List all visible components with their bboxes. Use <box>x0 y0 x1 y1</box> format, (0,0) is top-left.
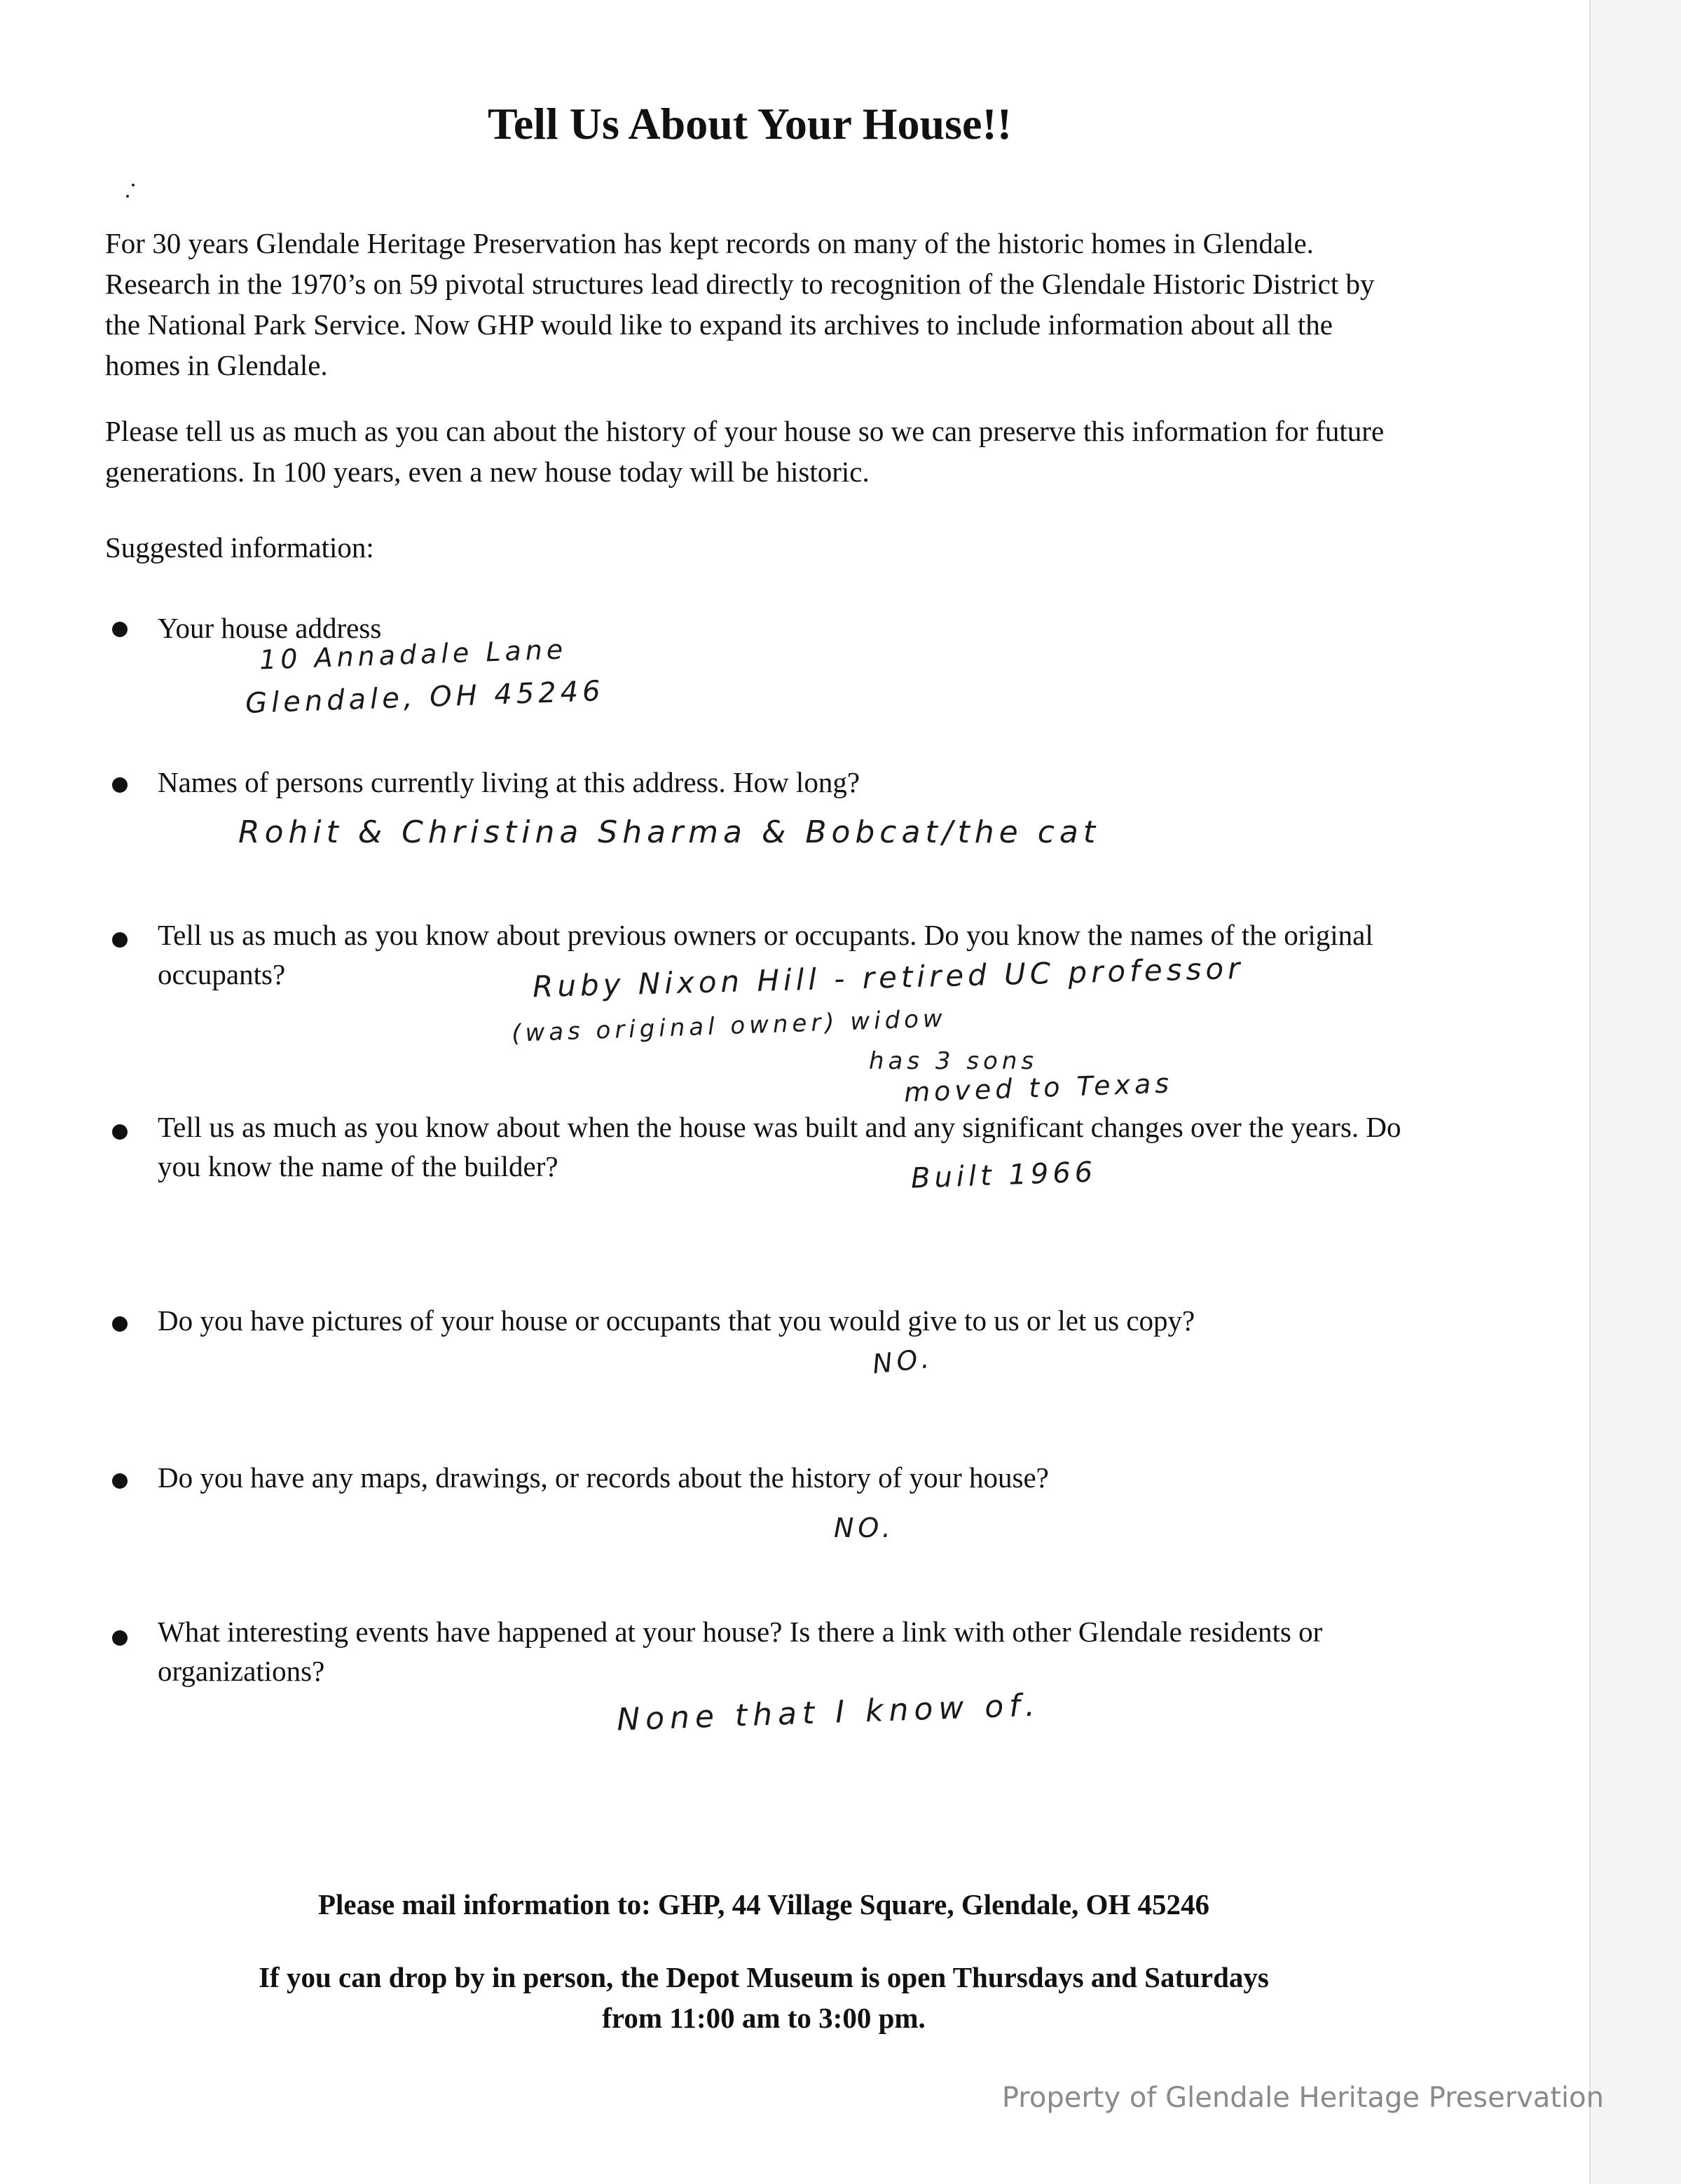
question-construction: Tell us as much as you know about when the house was built and any significant changes over the years. Do you know the name of the builder? <box>158 1111 1401 1182</box>
watermark: Property of Glendale Heritage Preservation <box>1001 2082 1604 2114</box>
answer-address-line-1: 10 Annadale Lane <box>259 634 568 676</box>
answer-maps-records: NO. <box>834 1513 895 1543</box>
question-maps-records: Do you have any maps, drawings, or records about the history of your house? <box>158 1461 1049 1494</box>
bullet-icon <box>112 1316 128 1332</box>
question-previous-owners: Tell us as much as you know about previous owners or occupants. Do you know the names of the original occupants? <box>158 919 1373 990</box>
scan-speck <box>126 195 129 198</box>
bullet-icon <box>112 932 128 948</box>
bullet-icon <box>112 777 128 793</box>
bullet-icon <box>112 1630 128 1646</box>
intro-paragraph-2: Please tell us as much as you can about the history of your house so we can preserve this information for future generations. In 100 years, even a new house today will be historic. <box>105 415 1385 488</box>
suggested-heading: Suggested information: <box>105 531 374 564</box>
scan-speck <box>132 184 135 186</box>
bullet-icon <box>112 1124 128 1140</box>
answer-events: None that I know of. <box>616 1687 1041 1738</box>
question-pictures: Do you have pictures of your house or occupants that you would give to us or let us copy? <box>158 1304 1195 1337</box>
question-events: What interesting events have happened at your house? Is there a link with other Glendale residents or organizations? <box>158 1616 1323 1687</box>
answer-previous-owner-line-1: Ruby Nixon Hill - retired UC professor <box>532 950 1244 1004</box>
intro-paragraph-1: For 30 years Glendale Heritage Preservation has kept records on many of the historic homes in Glendale. Research in the 1970’s on 59 pivotal structures lead directly to recognition of the Glendale Historic District by the National Park Service. Now GHP would like to expand its archives to include information about all the homes in Glendale. <box>105 227 1375 381</box>
question-address: Your house address <box>158 612 382 644</box>
answer-previous-owner-line-4: moved to Texas <box>903 1067 1174 1108</box>
answer-construction: Built 1966 <box>910 1156 1097 1195</box>
bullet-icon <box>112 1473 128 1489</box>
answer-residents: Rohit & Christina Sharma & Bobcat/the cat <box>238 814 1101 850</box>
answer-previous-owner-line-2: (was original owner) widow <box>511 1004 947 1048</box>
bullet-icon <box>112 622 128 637</box>
scan-margin <box>1591 0 1681 2184</box>
question-residents: Names of persons currently living at this address. How long? <box>158 766 860 798</box>
mail-instructions: Please mail information to: GHP, 44 Village Square, Glendale, OH 45246 <box>317 1888 1210 1920</box>
answer-pictures: NO. <box>870 1342 935 1380</box>
page-title: Tell Us About Your House!! <box>488 99 1012 149</box>
answer-address-line-2: Glendale, OH 45246 <box>245 675 605 720</box>
answer-previous-owner-line-3: has 3 sons <box>869 1047 1038 1075</box>
visit-instructions: If you can drop by in person, the Depot Museum is open Thursdays and Saturdays from 11:00 am to 3:00 pm. <box>259 1961 1269 2034</box>
